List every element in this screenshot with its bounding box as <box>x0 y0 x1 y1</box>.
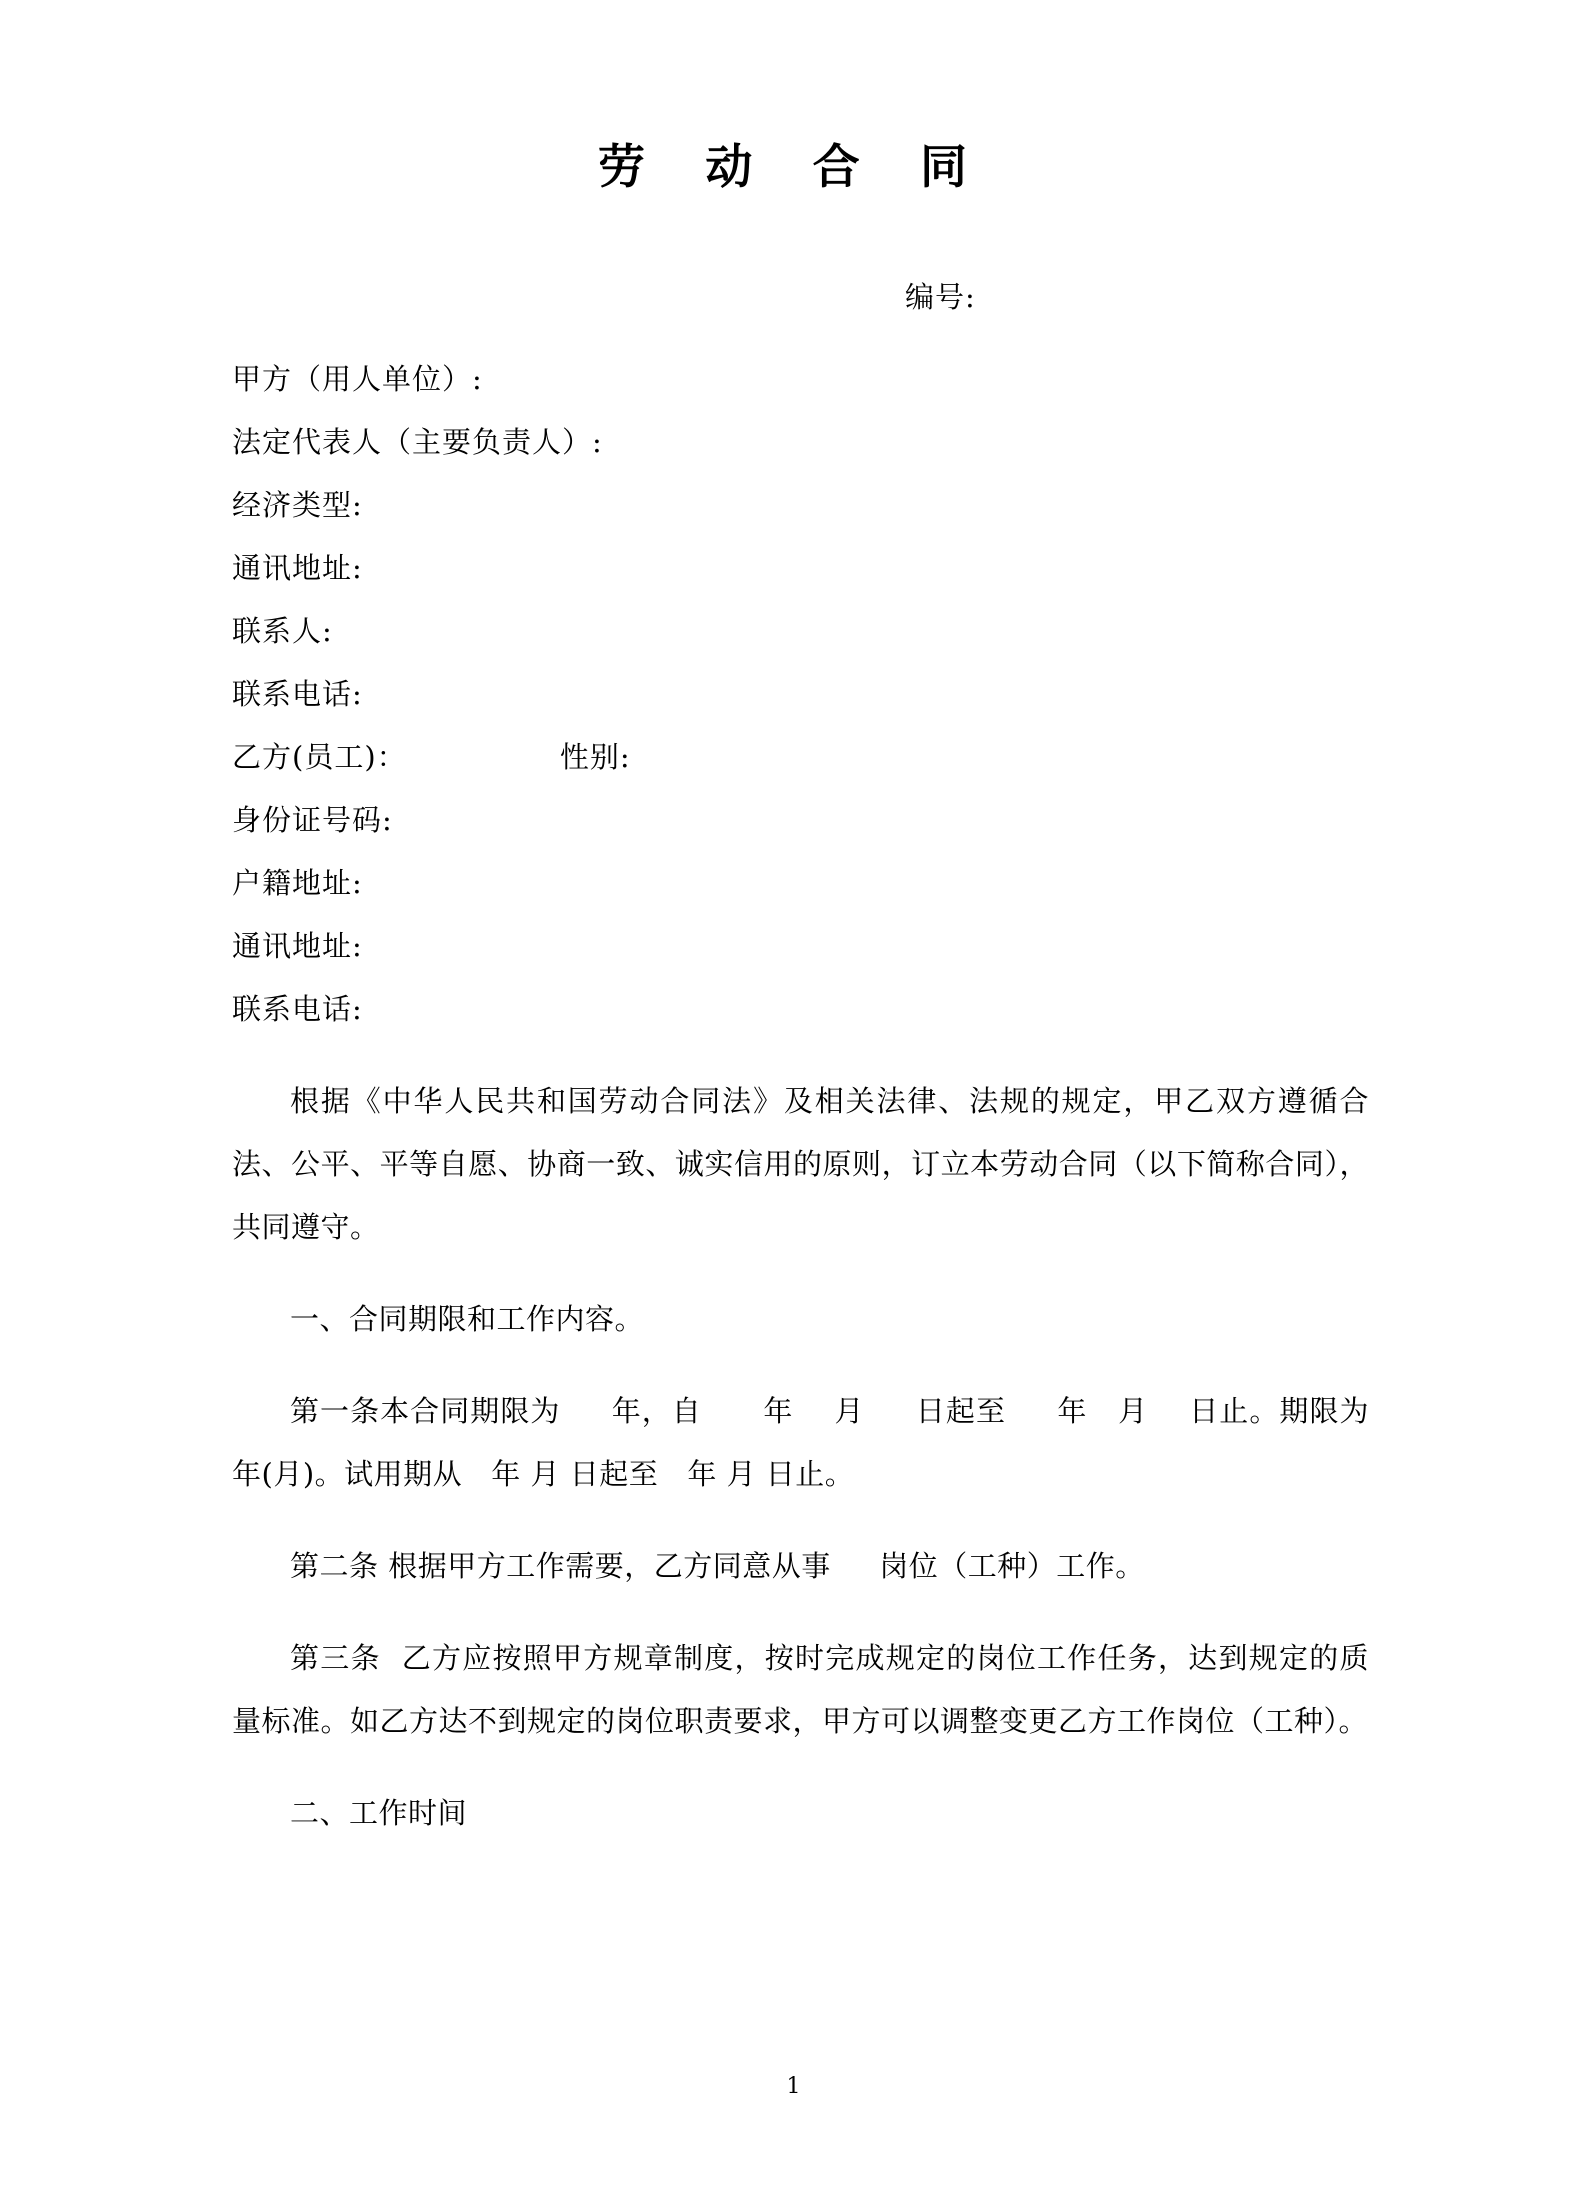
field-party-a-phone: 联系电话: <box>232 677 363 711</box>
field-household-address: 户籍地址: <box>232 866 363 900</box>
paragraph-preamble: 根据《中华人民共和国劳动合同法》及相关法律、法规的规定，甲乙双方遵循合法、公平、平等自愿、协商一致、诚实信用的原则，订立本劳动合同（以下简称合同），共同遵守。 <box>232 1084 1369 1244</box>
page-number: 1 <box>786 2074 801 2099</box>
field-party-b-phone: 联系电话: <box>232 992 363 1026</box>
field-contact-person: 联系人: <box>232 614 333 648</box>
field-economic-type: 经济类型: <box>232 488 363 522</box>
section-heading-one: 一、合同期限和工作内容。 <box>290 1302 645 1336</box>
field-party-a: 甲方（用人单位）: <box>232 362 483 396</box>
section-heading-two: 二、工作时间 <box>290 1796 468 1830</box>
field-party-a-address: 通讯地址: <box>232 551 363 585</box>
serial-number-label: 编号: <box>905 280 976 314</box>
page-title: 劳 动 合 同 <box>597 140 990 195</box>
field-party-b-gender: 乙方(员工)： 性别: <box>232 740 631 774</box>
field-legal-representative: 法定代表人（主要负责人）: <box>232 425 603 459</box>
field-id-number: 身份证号码: <box>232 803 393 837</box>
document-body <box>0 348 1587 1845</box>
paragraph-article-3: 第三条 乙方应按照甲方规章制度，按时完成规定的岗位工作任务，达到规定的质量标准。如乙方达不到规定的岗位职责要求，甲方可以调整变更乙方工作岗位（工种）。 <box>232 1641 1369 1738</box>
paragraph-article-2: 第二条 根据甲方工作需要，乙方同意从事 岗位（工种）工作。 <box>290 1549 1145 1583</box>
paragraph-article-1: 第一条本合同期限为 年，自 年 月 日起至 年 月 日止。期限为 年(月)。试用期从 年 月 日起至 年 月 日止。 <box>232 1394 1408 1491</box>
field-party-b-address: 通讯地址: <box>232 929 363 963</box>
